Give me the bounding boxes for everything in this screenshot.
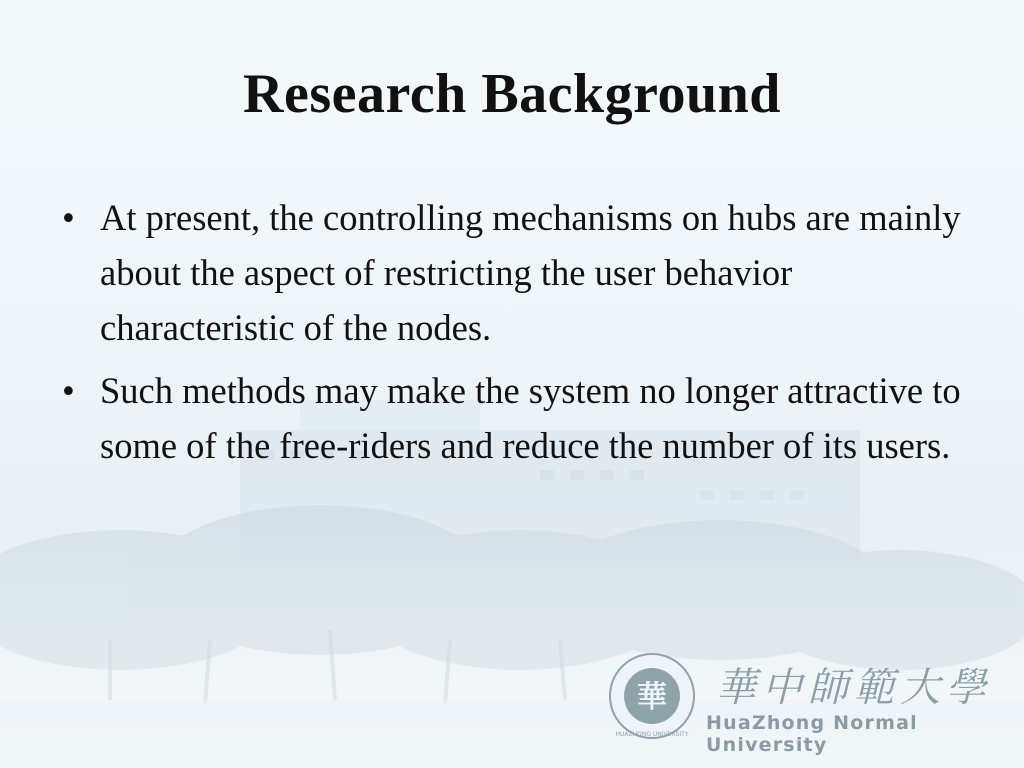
university-name-chinese: 華中師範大學	[716, 665, 992, 711]
bullet-item	[56, 190, 976, 355]
bullet-text: At present, the controlling mechanisms on hubs are mainly about the aspect of restricting the user behavior characteristic of the nodes.	[100, 197, 961, 348]
bullet-marker: •	[62, 197, 75, 238]
university-seal-icon	[608, 652, 696, 740]
bullet-item	[56, 363, 976, 473]
bullet-list	[56, 190, 976, 481]
university-name-english: HuaZhong Normal University	[706, 712, 918, 756]
bullet-text: Such methods may make the system no longer attractive to some of the free-riders and reduce the number of its users.	[100, 370, 961, 466]
bullet-marker: •	[62, 370, 75, 411]
university-logo	[608, 648, 1008, 756]
seal-ring-text: HUAZHONG UNIVERSITY	[615, 731, 689, 738]
seal-character: 華	[637, 680, 667, 715]
slide-title: Research Background	[243, 63, 781, 125]
